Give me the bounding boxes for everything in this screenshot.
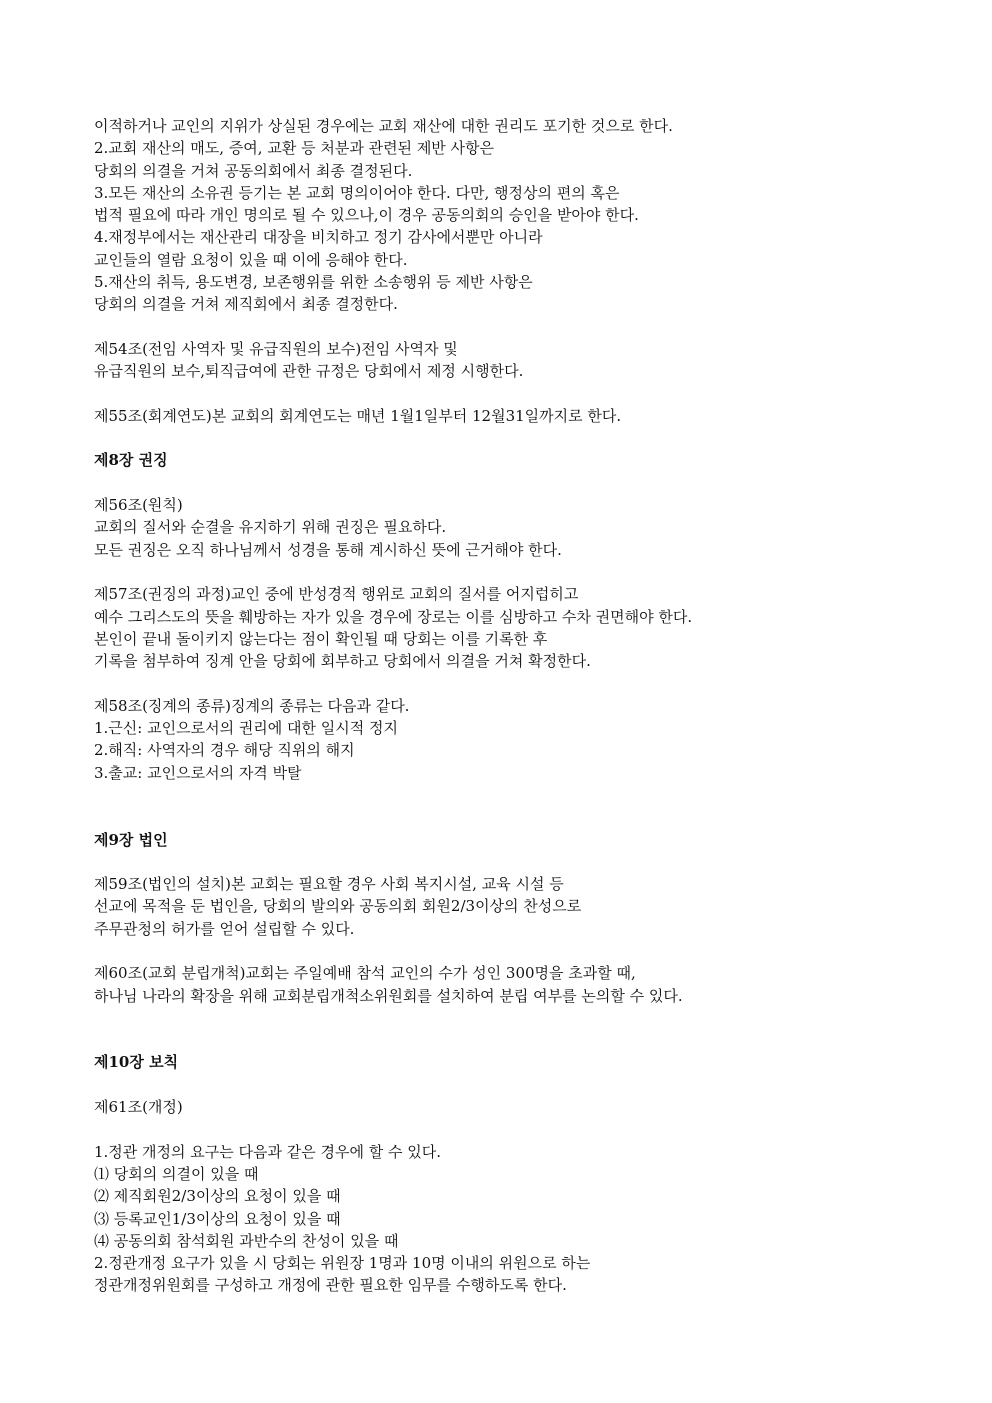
text-line: ⑴ 당회의 의결이 있을 때	[94, 1164, 259, 1183]
text-line: 정관개정위원회를 구성하고 개정에 관한 필요한 임무를 수행하도록 한다.	[94, 1276, 567, 1295]
text-line: 이적하거나 교인의 지위가 상실된 경우에는 교회 재산에 대한 권리도 포기한 것으로 한다.	[94, 117, 673, 135]
text-line: ⑵ 제직회원2/3이상의 요청이 있을 때	[94, 1187, 341, 1206]
chapter-heading: 제8장 권징	[94, 451, 168, 470]
document-body	[94, 115, 914, 1297]
text-line: 2.해직: 사역자의 경우 해당 직위의 해지	[94, 741, 355, 760]
blank-line	[94, 672, 914, 694]
text-line: 모든 권징은 오직 하나님께서 성경을 통해 계시하신 뜻에 근거해야 한다.	[94, 540, 562, 559]
text-line: 제58조(징계의 종류)징계의 종류는 다음과 같다.	[94, 696, 410, 715]
text-line: 유급직원의 보수,퇴직급여에 관한 규정은 당회에서 제정 시행한다.	[94, 362, 524, 381]
text-line: 제54조(전임 사역자 및 유급직원의 보수)전임 사역자 및	[94, 339, 458, 358]
text-line: ⑶ 등록교인1/3이상의 요청이 있을 때	[94, 1209, 341, 1228]
text-line: ⑷ 공동의회 참석회원 과반수의 찬성이 있을 때	[94, 1231, 399, 1250]
blank-line	[94, 383, 914, 405]
text-line: 2.정관개정 요구가 있을 시 당회는 위원장 1명과 10명 이내의 위원으로 하는	[94, 1254, 591, 1273]
text-line: 기록을 첨부하여 징계 안을 당회에 회부하고 당회에서 의결을 거쳐 확정한다.	[94, 652, 591, 671]
blank-line	[94, 427, 914, 449]
blank-line	[94, 316, 914, 338]
blank-line	[94, 1118, 914, 1140]
text-line: 당회의 의결을 거쳐 제직회에서 최종 결정한다.	[94, 295, 398, 314]
blank-line	[94, 1074, 914, 1096]
text-line: 법적 필요에 따라 개인 명의로 될 수 있으나,이 경우 공동의회의 승인을 받아야 한다.	[94, 206, 639, 225]
text-line: 제56조(원칙)	[94, 496, 183, 515]
chapter-heading: 제10장 보칙	[94, 1053, 179, 1072]
text-line: 예수 그리스도의 뜻을 훼방하는 자가 있을 경우에 장로는 이를 심방하고 수차 권면해야 한다.	[94, 607, 693, 626]
text-line: 3.모든 재산의 소유권 등기는 본 교회 명의이어야 한다. 다만, 행정상의 편의 혹은	[94, 183, 620, 202]
text-line: 주무관청의 허가를 얻어 설립할 수 있다.	[94, 919, 355, 938]
blank-line	[94, 561, 914, 583]
section-gap	[94, 1007, 914, 1052]
text-line: 4.재정부에서는 재산관리 대장을 비치하고 정기 감사에서뿐만 아니라	[94, 228, 543, 247]
text-line: 1.근신: 교인으로서의 권리에 대한 일시적 정지	[94, 719, 399, 738]
blank-line	[94, 851, 914, 873]
text-line: 3.출교: 교인으로서의 자격 박탈	[94, 763, 302, 782]
text-line: 제60조(교회 분립개척)교회는 주일예배 참석 교인의 수가 성인 300명을 초과할 때,	[94, 964, 636, 983]
text-line: 1.정관 개정의 요구는 다음과 같은 경우에 할 수 있다.	[94, 1142, 442, 1161]
section-gap	[94, 784, 914, 829]
blank-line	[94, 472, 914, 494]
text-line: 제57조(권징의 과정)교인 중에 반성경적 행위로 교회의 질서를 어지럽히고	[94, 585, 579, 604]
blank-line	[94, 940, 914, 962]
text-line: 교회의 질서와 순결을 유지하기 위해 권징은 필요하다.	[94, 518, 447, 537]
text-line: 제59조(법인의 설치)본 교회는 필요할 경우 사회 복지시설, 교육 시설 등	[94, 875, 564, 894]
text-line: 5.재산의 취득, 용도변경, 보존행위를 위한 소송행위 등 제반 사항은	[94, 273, 533, 292]
text-line: 교인들의 열람 요청이 있을 때 이에 응해야 한다.	[94, 250, 408, 269]
text-line: 하나님 나라의 확장을 위해 교회분립개척소위원회를 설치하여 분립 여부를 논의할 수 있다.	[94, 986, 683, 1005]
text-line: 2.교회 재산의 매도, 증여, 교환 등 처분과 관련된 제반 사항은	[94, 139, 495, 158]
text-line: 선교에 목적을 둔 법인을, 당회의 발의와 공동의회 회원2/3이상의 찬성으로	[94, 897, 582, 916]
chapter-heading: 제9장 법인	[94, 830, 168, 849]
text-line: 당회의 의결을 거쳐 공동의회에서 최종 결정된다.	[94, 161, 413, 180]
text-line: 제55조(회계연도)본 교회의 회계연도는 매년 1월1일부터 12월31일까지로 한다.	[94, 406, 622, 425]
text-line: 제61조(개정)	[94, 1098, 183, 1117]
text-line: 본인이 끝내 돌이키지 않는다는 점이 확인될 때 당회는 이를 기록한 후	[94, 629, 548, 648]
